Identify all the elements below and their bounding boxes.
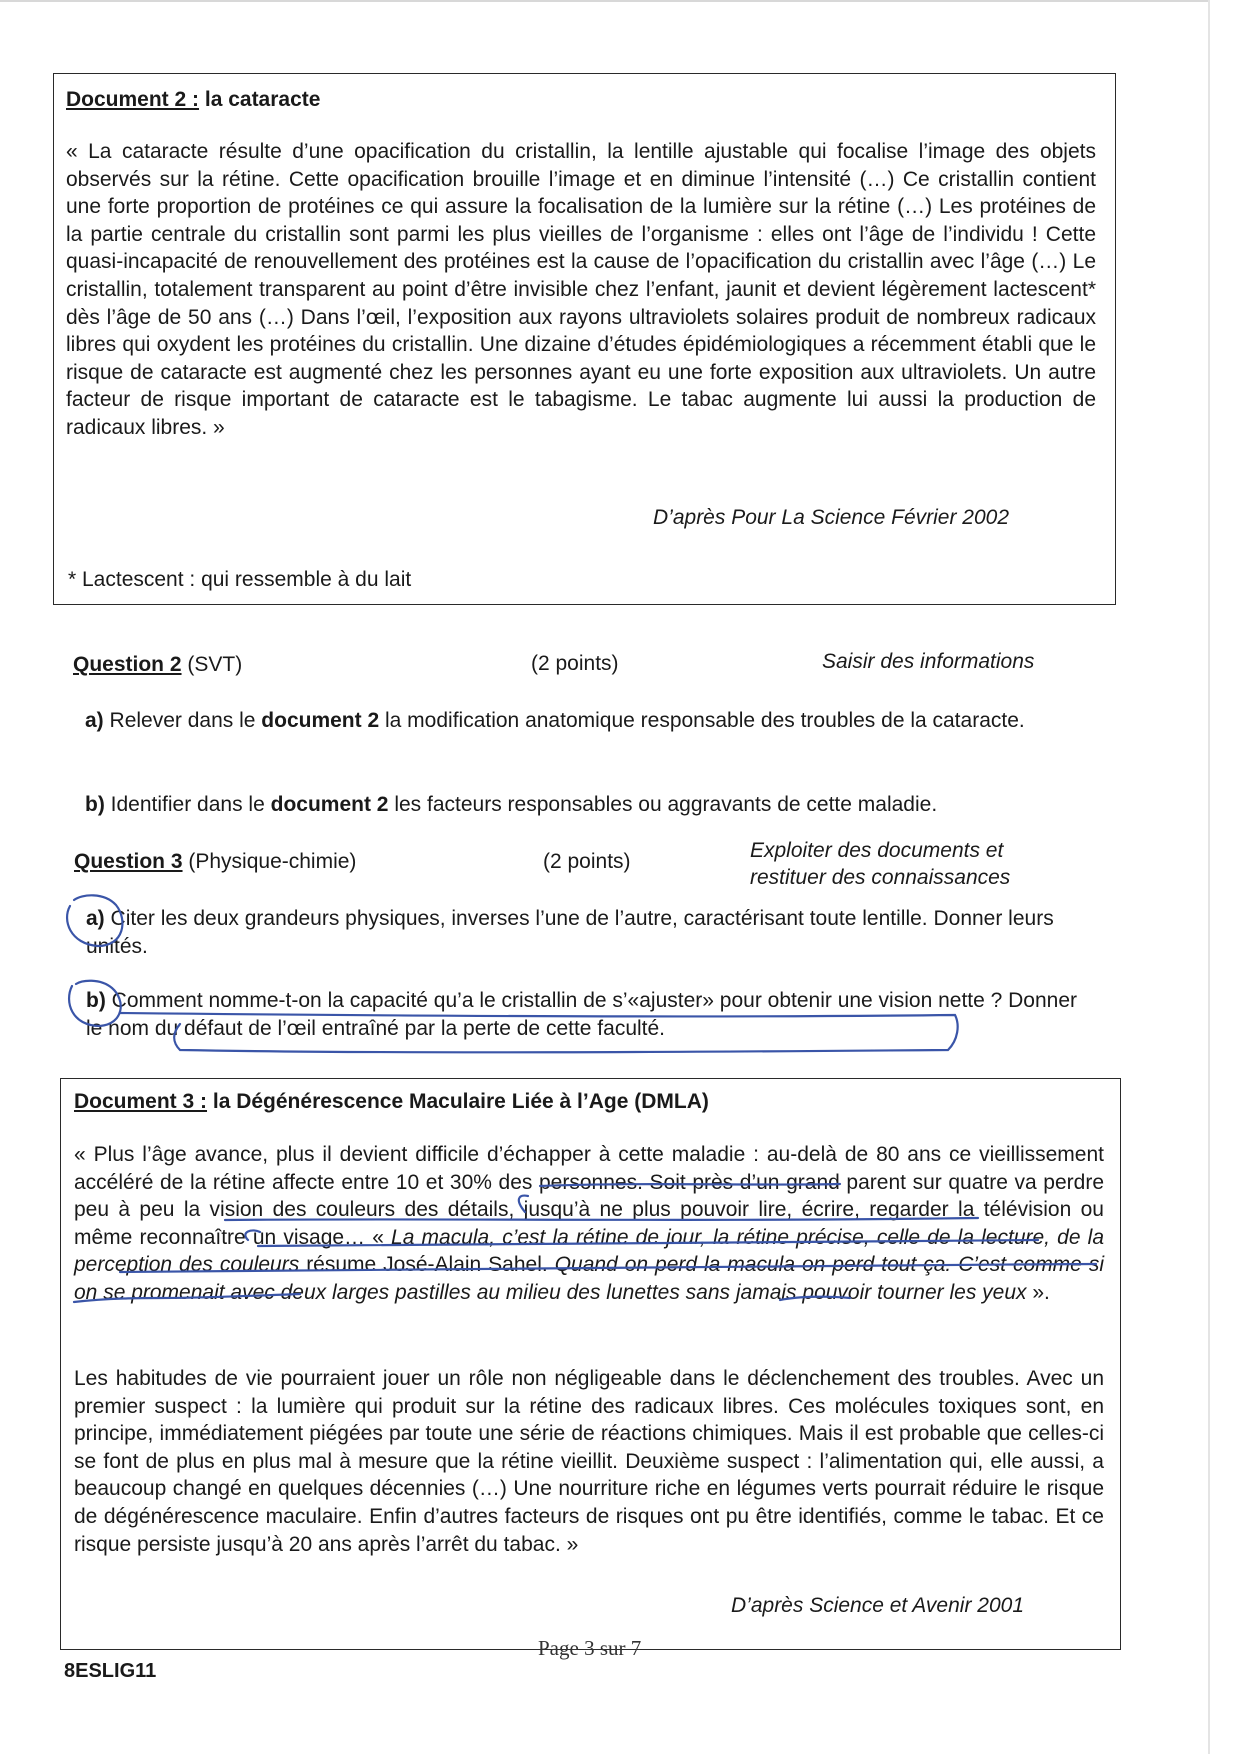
document-3-p1-quote-2: Quand on perd la macula on perd tout ça. C’est comme si on se promenait avec deux larges pastilles au milieu des lunettes sans jamais pouvoir tourner les yeux bbox=[74, 1253, 1104, 1304]
document-2-text: « La cataracte résulte d’une opacification du cristallin, la lentille ajustable qui focalise l’image des objets observés sur la rétine. Cette opacification brouille l’image et en diminue l’intensité (…) Ce cristallin contient une forte proportion de protéines ce qui assure la focalisation de la lumière sur la rétine (…) Les protéines de la partie centrale du cristallin sont parmi les plus vieilles de l’organisme : elles ont l’âge de l’individu ! Cette quasi-incapacité de renouvellement des protéines est la cause de l’opacification du cristallin avec l’âge (…) Le cristallin, totalement transparent au point d’être invisible chez l’enfant, jaunit et devient légèrement lactescent* dès l’âge de 50 ans (…) Dans l’œil, l’exposition aux rayons ultraviolets solaires produit de nombreux radicaux libres qui oxydent les protéines du cristallin. Une dizaine d’études épidémiologiques a récemment établi que le risque de cataracte est augmenté chez les personnes ayant eu une forte exposition aux ultraviolets. Un autre facteur de risque important de cataracte est le tabagisme. Le tabac augmente lui aussi la production de radicaux libres. » bbox=[66, 140, 1096, 439]
question-3a-text: Citer les deux grandeurs physiques, inverses l’une de l’autre, caractérisant toute lentille. Donner leurs unités. bbox=[86, 907, 1054, 958]
document-2-heading: la cataracte bbox=[204, 88, 321, 111]
exam-code: 8ESLIG11 bbox=[64, 1660, 157, 1682]
question-2b-doc: document 2 bbox=[270, 793, 389, 816]
page-number: Page 3 sur 7 bbox=[538, 1636, 642, 1660]
document-3-p1-attribution: résume José-Alain Sahel. bbox=[306, 1253, 548, 1277]
question-3-label: Question 3 bbox=[74, 850, 183, 873]
question-2-skill: Saisir des informations bbox=[822, 650, 1035, 673]
document-3-title bbox=[74, 1090, 709, 1114]
document-3-p1-end: ». bbox=[1032, 1280, 1050, 1304]
document-2-title bbox=[66, 88, 320, 112]
question-2a-pre: Relever dans le bbox=[109, 709, 256, 732]
scan-right-edge bbox=[1208, 0, 1210, 1754]
document-3-p1-quote-1: La macula, c’est la rétine de jour, la rétine précise, celle de la lecture, de la perception des couleurs bbox=[74, 1225, 1104, 1277]
scan-top-edge bbox=[0, 0, 1210, 2]
question-2-label: Question 2 bbox=[73, 653, 182, 676]
question-2b-letter: b) bbox=[85, 793, 105, 816]
question-2a-letter: a) bbox=[85, 709, 104, 732]
document-3-paragraph-1 bbox=[74, 1141, 1104, 1307]
document-3-source: D’après Science et Avenir 2001 bbox=[731, 1594, 1025, 1617]
document-3-label: Document 3 : bbox=[74, 1090, 208, 1113]
question-2a bbox=[85, 707, 1121, 735]
question-3-skill-line-2: restituer des connaissances bbox=[750, 866, 1011, 889]
question-3-skill-line-1: Exploiter des documents et bbox=[750, 839, 1004, 862]
question-3b-letter: b) bbox=[86, 989, 106, 1012]
document-2-footnote: * Lactescent : qui ressemble à du lait bbox=[68, 568, 412, 591]
question-2-header bbox=[73, 653, 242, 677]
document-2-source: D’après Pour La Science Février 2002 bbox=[653, 506, 1010, 529]
document-3-p1-text: « Plus l’âge avance, plus il devient difficile d’échapper à cette maladie : au-delà de 80 ans ce vieillissement accéléré de la rétine affecte entre 10 et 30% des personnes. Soit près d’un grand parent sur quatre va perdre peu à peu la vision des couleurs des détails, jusqu’à ne plus pouvoir lire, écrire, regarder la télévision ou même reconnaître un visage… « bbox=[74, 1143, 1104, 1249]
question-2a-post: la modification anatomique responsable des troubles de la cataracte. bbox=[385, 709, 1025, 732]
document-2-label: Document 2 : bbox=[66, 88, 200, 111]
question-3a-letter: a) bbox=[86, 907, 105, 930]
question-3-header bbox=[74, 850, 356, 874]
question-2b-pre: Identifier dans le bbox=[110, 793, 265, 816]
question-3b-text: Comment nomme-t-on la capacité qu’a le cristallin de s’«ajuster» pour obtenir une vision nette ? Donner le nom du défaut de l’œil entraîné par la perte de cette faculté. bbox=[86, 989, 1078, 1040]
question-3b bbox=[86, 987, 1096, 1043]
question-3-subject: (Physique-chimie) bbox=[188, 850, 357, 873]
question-3-skill bbox=[750, 837, 1010, 891]
question-3-points: (2 points) bbox=[543, 850, 631, 873]
document-3-paragraph-2: Les habitudes de vie pourraient jouer un rôle non négligeable dans le déclenchement des troubles. Avec un premier suspect : la lumière qui produit sur la rétine des radicaux libres. Ces molécules toxiques sont, en principe, immédiatement piégées par toute une série de réactions chimiques. Mais il est probable que celles-ci se font de plus en plus mal à mesure que la rétine vieillit. Deuxième suspect : l’alimentation qui, elle aussi, a beaucoup changé en quelques décennies (…) Une nourriture riche en légumes verts pourrait réduire le risque de dégénérescence maculaire. Enfin d’autres facteurs de risques ont pu être identifiés, comme le tabac. Et ce risque persiste jusqu’à 20 ans après l’arrêt du tabac. » bbox=[74, 1367, 1104, 1556]
question-2-subject: (SVT) bbox=[187, 653, 243, 676]
question-3a bbox=[86, 905, 1096, 961]
document-3-heading: la Dégénérescence Maculaire Liée à l’Age (DMLA) bbox=[212, 1090, 709, 1113]
question-2b-post: les facteurs responsables ou aggravants de cette maladie. bbox=[394, 793, 938, 816]
question-2-points: (2 points) bbox=[531, 652, 619, 675]
question-2a-doc: document 2 bbox=[261, 709, 380, 732]
question-2b bbox=[85, 791, 1121, 819]
